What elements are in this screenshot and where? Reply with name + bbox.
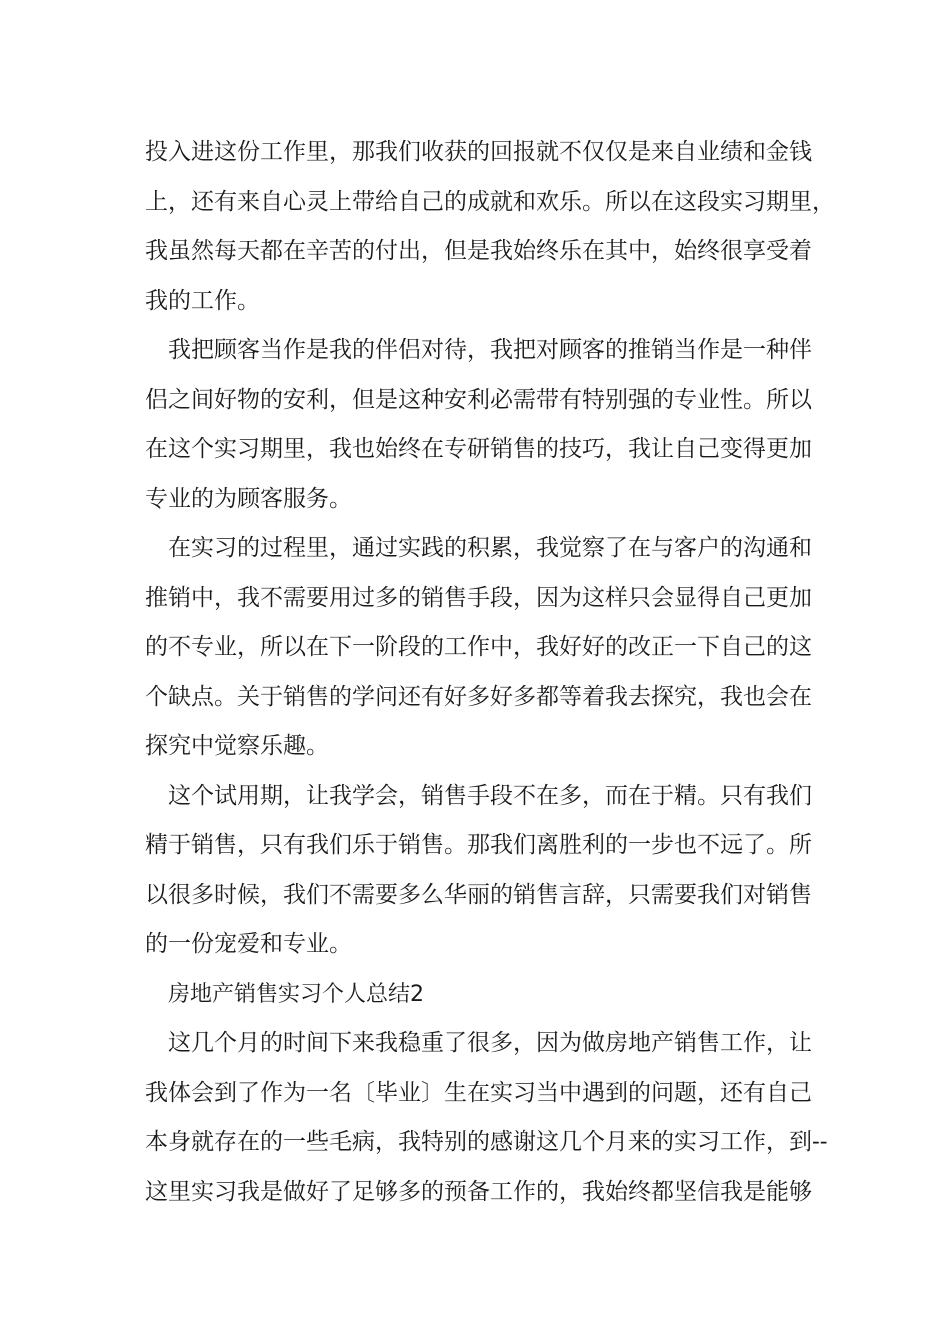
paragraph-5 [145,1019,828,1217]
text-line: 本身就存在的一些毛病，我特别的感谢这几个月来的实习工作，到-- [145,1129,828,1155]
paragraph-1 [145,128,835,326]
text-line: 在实习的过程里，通过实践的积累，我觉察了在与客户的沟通和 [168,535,812,561]
text-line: 这里实习我是做好了足够多的预备工作的，我始终都坚信我是能够 [145,1178,812,1205]
text-line: 专业的为顾客服务。 [145,485,352,512]
text-line: 上，还有来自心灵上带给自己的成就和欢乐。所以在这段实习期里， [145,188,835,215]
paragraph-4 [145,772,825,970]
text-line: 我体会到了作为一名〔毕业〕生在实习当中遇到的问题，还有自己 [145,1079,812,1106]
document-body [145,128,835,1217]
text-line: 这几个月的时间下来我稳重了很多，因为做房地产销售工作，让 [168,1030,812,1056]
text-line: 我虽然每天都在辛苦的付出，但是我始终乐在其中，始终很享受着 [145,238,812,264]
text-line: 这个试用期，让我学会，销售手段不在多，而在于精。只有我们 [168,782,812,809]
text-line: 的一份宠爱和专业。 [145,931,352,957]
text-line: 精于销售，只有我们乐于销售。那我们离胜利的一步也不远了。所 [145,832,812,858]
text-line: 以很多时候，我们不需要多么华丽的销售言辞，只需要我们对销售 [145,881,812,908]
text-line: 的不专业，所以在下一阶段的工作中，我好好的改正一下自己的这 [145,634,812,660]
text-line: 个缺点。关于销售的学问还有好多好多都等着我去探究，我也会在 [145,683,812,710]
text-line: 推销中，我不需要用过多的销售手段，因为这样只会显得自己更加 [145,584,812,611]
text-line: 探究中觉察乐趣。 [145,733,329,759]
section-heading: 房地产销售实习个人总结2 [168,981,424,1007]
text-line: 投入进这份工作里，那我们收获的回报就不仅仅是来自业绩和金钱 [145,139,812,165]
text-line: 我把顾客当作是我的伴侣对待，我把对顾客的推销当作是一种伴 [168,337,812,363]
text-line: 侣之间好物的安利，但是这种安利必需带有特别强的专业性。所以 [145,386,812,413]
text-line: 我的工作。 [145,287,260,314]
paragraph-3 [145,524,825,772]
paragraph-2 [145,326,825,524]
text-line: 在这个实习期里，我也始终在专研销售的技巧，我让自己变得更加 [145,436,812,462]
